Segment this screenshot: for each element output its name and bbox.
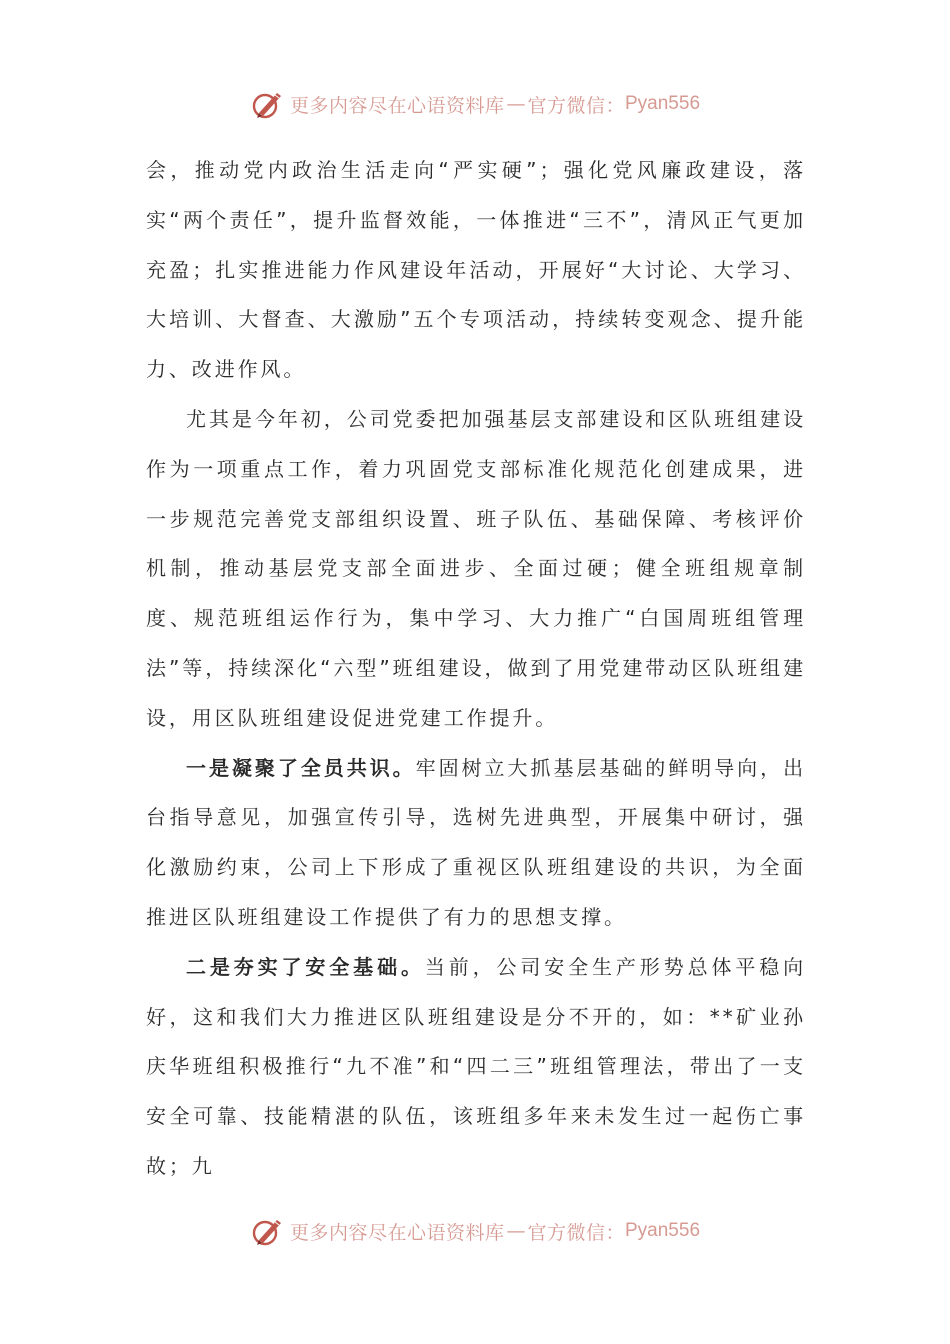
footer-wechat-label: 官方微信： [527,1221,625,1244]
header-wechat-id: Pyan556 [625,93,701,114]
paragraph-3-lead: 一是凝聚了全员共识。 [186,755,416,780]
footer-banner [0,1211,950,1251]
paragraph-4-text: 当前，公司安全生产形势总体平稳向好，这和我们大力推进区队班组建设是分不开的，如：**矿业孙庆华班组积极推行“九不准”和“四二三”班组管理法，带出了一支安全可靠、技能精湛的队伍，该班组多年来未发生过一起伤亡事故；九 [146,954,806,1178]
header-banner [0,84,950,124]
header-slogan: 更多内容尽在心语资料库 [289,94,505,117]
pen-circle-logo-icon [250,1214,284,1248]
footer-wechat-id: Pyan556 [625,1220,701,1241]
paragraph-1: 会，推动党内政治生活走向“严实硬”；强化党风廉政建设，落实“两个责任”，提升监督效能，一体推进“三不”，清风正气更加充盈；扎实推进能力作风建设年活动，开展好“大讨论、大学习、大培训、大督查、大激励”五个专项活动，持续转变观念、提升能力、改进作风。 [146,158,806,382]
document-body [146,146,806,1192]
footer-separator: — [506,1220,526,1242]
header-separator: — [506,93,526,115]
header-wechat-label: 官方微信： [527,94,625,117]
paragraph-4-lead: 二是夯实了安全基础。 [186,954,425,979]
pen-circle-logo-icon [250,87,284,121]
paragraph-4 [146,943,806,1192]
paragraph-3-text: 牢固树立大抓基层基础的鲜明导向，出台指导意见，加强宣传引导，选树先进典型，开展集中研讨，强化激励约束，公司上下形成了重视区队班组建设的共识，为全面推进区队班组建设工作提供了有力的思想支撑。 [146,755,806,929]
paragraph-2: 尤其是今年初，公司党委把加强基层支部建设和区队班组建设作为一项重点工作，着力巩固党支部标准化规范化创建成果，进一步规范完善党支部组织设置、班子队伍、基础保障、考核评价机制，推动基层党支部全面进步、全面过硬；健全班组规章制度、规范班组运作行为，集中学习、大力推广“白国周班组管理法”等，持续深化“六型”班组建设，做到了用党建带动区队班组建设，用区队班组建设促进党建工作提升。 [146,406,806,730]
footer-slogan: 更多内容尽在心语资料库 [289,1221,505,1244]
paragraph-3 [146,744,806,943]
